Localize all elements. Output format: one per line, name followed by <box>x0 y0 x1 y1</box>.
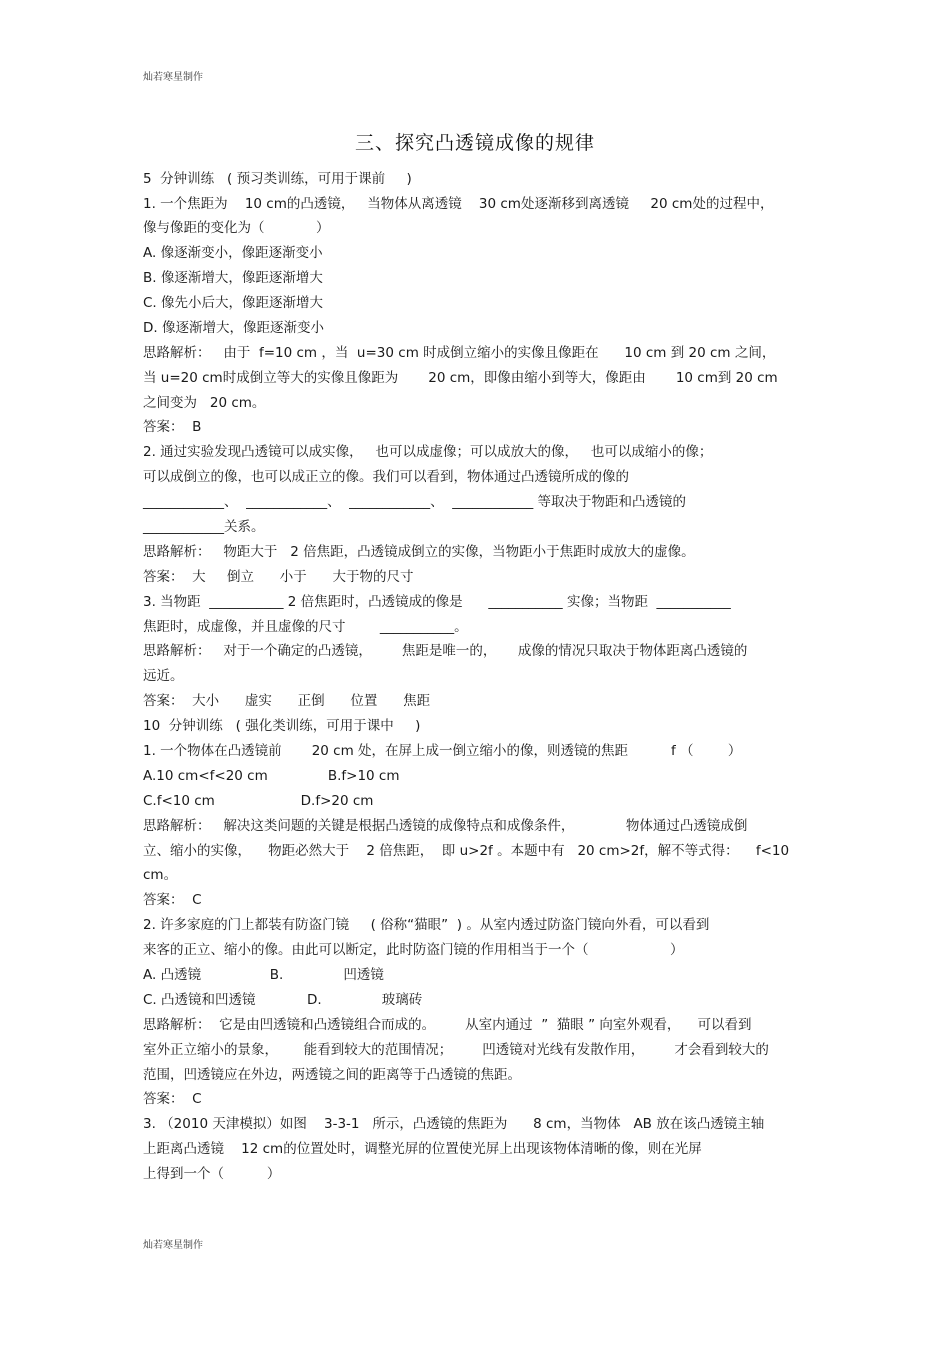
text-line: ____________关系。 <box>143 519 265 535</box>
text-line: B. 像逐渐增大，像距逐渐增大 <box>143 270 323 286</box>
text-line: 室外正立缩小的景象， 能看到较大的范围情况； 凹透镜对光线有发散作用， 才会看到较大的 <box>143 1042 769 1058</box>
text-line: 2. 通过实验发现凸透镜可以成实像， 也可以成虚像；可以成放大的像， 也可以成缩小的像； <box>143 444 713 460</box>
text-line: 可以成倒立的像，也可以成正立的像。我们可以看到，物体通过凸透镜所成的像的 <box>143 469 629 485</box>
text-line: C.f<10 cm D.f>20 cm <box>143 793 374 809</box>
text-line: C. 凸透镜和凹透镜 D. 玻璃砖 <box>143 992 423 1008</box>
text-line: A. 像逐渐变小，像距逐渐变小 <box>143 245 323 261</box>
text-line: 1. 一个焦距为 10 cm的凸透镜， 当物体从离透镜 30 cm处逐渐移到离透镜 20 cm处的过程中， <box>143 196 774 212</box>
text-line: 答案： 大 倒立 小于 大于物的尺寸 <box>143 569 414 585</box>
text-line: A. 凸透镜 B. 凹透镜 <box>143 967 384 983</box>
text-line: C. 像先小后大，像距逐渐增大 <box>143 295 324 311</box>
text-line: 思路解析： 解决这类问题的关键是根据凸透镜的成像特点和成像条件， 物体通过凸透镜成倒 <box>143 818 748 834</box>
text-line: 10 分钟训练 ( 强化类训练，可用于课中 ) <box>143 718 421 734</box>
text-line: 1. 一个物体在凸透镜前 20 cm 处，在屏上成一倒立缩小的像，则透镜的焦距 f （ ） <box>143 743 742 759</box>
text-line: 思路解析： 它是由凹透镜和凸透镜组合而成的。 从室内通过 ” 猫眼 ” 向室外观看， 可以看到 <box>143 1017 752 1033</box>
text-line: 答案： C <box>143 892 202 908</box>
page-footer: 灿若寒星制作 <box>143 1240 203 1251</box>
page-header: 灿若寒星制作 <box>143 72 203 83</box>
text-line: ____________、 ____________、 ____________、 ____________ 等取决于物距和凸透镜的 <box>143 494 687 510</box>
text-line: 远近。 <box>143 668 184 684</box>
text-line: 答案： 大小 虚实 正倒 位置 焦距 <box>143 693 431 709</box>
text-line: 2. 许多家庭的门上都装有防盗门镜 ( 俗称“猫眼” ) 。从室内透过防盗门镜向外看，可以看到 <box>143 917 710 933</box>
text-line: 范围，凹透镜应在外边，两透镜之间的距离等于凸透镜的焦距。 <box>143 1067 521 1083</box>
text-line: 上距离凸透镜 12 cm的位置处时，调整光屏的位置使光屏上出现该物体清晰的像，则在光屏 <box>143 1141 702 1157</box>
text-line: 3. （2010 天津模拟）如图 3-3-1 所示，凸透镜的焦距为 8 cm，当物体 AB 放在该凸透镜主轴 <box>143 1116 765 1132</box>
text-line: 思路解析： 物距大于 2 倍焦距，凸透镜成倒立的实像，当物距小于焦距时成放大的虚像。 <box>143 544 695 560</box>
text-line: 答案： C <box>143 1091 202 1107</box>
text-line: 像与像距的变化为（ ） <box>143 220 330 236</box>
text-line: 5 分钟训练 ( 预习类训练，可用于课前 ) <box>143 171 412 187</box>
text-line: 3. 当物距 ___________ 2 倍焦距时，凸透镜成的像是 ___________ 实像；当物距 ___________ <box>143 594 731 610</box>
text-line: cm。 <box>143 867 178 883</box>
text-line: 当 u=20 cm时成倒立等大的实像且像距为 20 cm，即像由缩小到等大，像距由 10 cm到 20 cm <box>143 370 778 386</box>
text-line: A.10 cm<f<20 cm B.f>10 cm <box>143 768 400 784</box>
page-title: 三、探究凸透镜成像的规律 <box>354 132 595 154</box>
text-line: 答案： B <box>143 419 202 435</box>
text-line: 思路解析： 由于 f=10 cm ，当 u=30 cm 时成倒立缩小的实像且像距在 10 cm 到 20 cm 之间， <box>143 345 776 361</box>
text-line: 焦距时，成虚像，并且虚像的尺寸 ___________。 <box>143 619 468 635</box>
text-line: 立、缩小的实像， 物距必然大于 2 倍焦距， 即 u>2f 。本题中有 20 cm>2f，解不等式得： f<10 <box>143 843 790 859</box>
text-line: D. 像逐渐增大，像距逐渐变小 <box>143 320 324 336</box>
text-line: 之间变为 20 cm。 <box>143 395 266 411</box>
text-line: 来客的正立、缩小的像。由此可以断定，此时防盗门镜的作用相当于一个（ ） <box>143 942 684 958</box>
text-line: 上得到一个（ ） <box>143 1166 281 1182</box>
text-line: 思路解析： 对于一个确定的凸透镜， 焦距是唯一的， 成像的情况只取决于物体距离凸透镜的 <box>143 643 748 659</box>
